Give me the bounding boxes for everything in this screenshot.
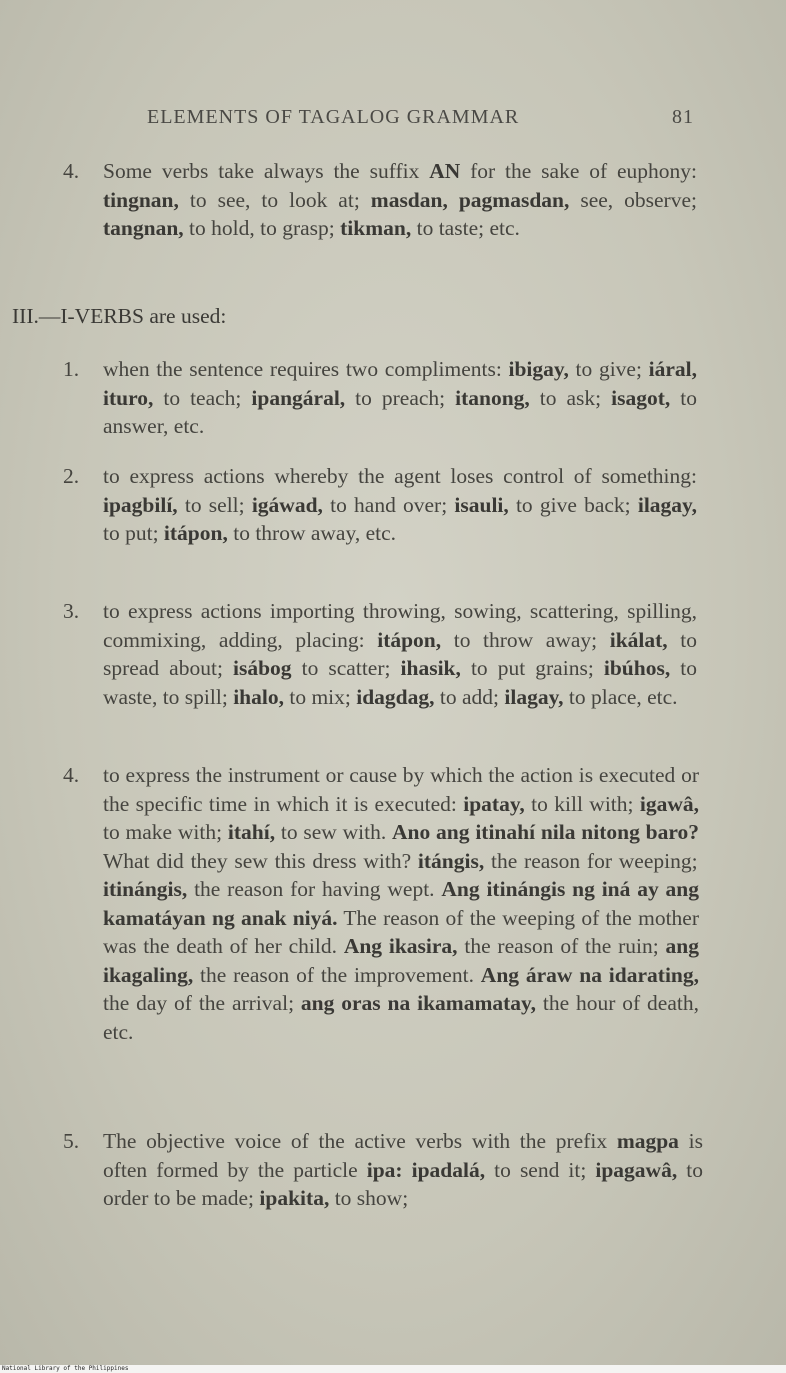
bold-term: igawâ, <box>639 791 699 816</box>
paragraph-text <box>103 763 699 1044</box>
text-run: the hour of death, etc. <box>103 991 699 1044</box>
page-number: 81 <box>672 106 694 128</box>
text-run: to sew with. <box>275 820 393 844</box>
bold-term: ibigay, <box>508 357 569 381</box>
text-run: to add; <box>434 684 505 709</box>
text-run: to ask; <box>529 385 612 410</box>
bold-term: tingnan, <box>103 187 179 212</box>
bold-term: tangnan, <box>103 216 184 240</box>
text-run: The reason of the weeping of the mother was the death of her child. <box>103 905 699 958</box>
item-marker: 4. <box>63 159 80 183</box>
paragraph-text <box>103 159 697 240</box>
text-run: the reason of the improvement. <box>193 962 481 987</box>
bold-term: itápon, <box>377 627 442 652</box>
text-run: to hand over; <box>322 492 455 517</box>
bold-term: ilagay, <box>637 492 697 517</box>
bold-term: ipangáral, <box>251 385 346 410</box>
text-run: What did they sew this dress with? <box>103 848 418 873</box>
text-run: to give back; <box>508 492 638 517</box>
text-run: to put; <box>103 521 164 545</box>
text-run: to scatter; <box>291 656 401 680</box>
text-run: to put grains; <box>460 656 604 680</box>
text-run: the day of the arrival; <box>103 991 301 1015</box>
paragraph-item-5 <box>63 1127 703 1213</box>
bold-term: ipadalá, <box>411 1157 486 1182</box>
text-run: The objective voice of the active verbs with the prefix <box>103 1129 617 1153</box>
bold-term: ikálat, <box>609 627 668 652</box>
paragraph-item-4-euphony <box>63 157 698 243</box>
text-run: for the sake of euphony: <box>460 159 698 183</box>
text-run: to answer, etc. <box>103 385 697 438</box>
section-heading: III.—I-VERBS are used: <box>12 304 227 328</box>
text-run: to show; <box>329 1186 409 1210</box>
bold-term: ibúhos, <box>603 656 671 680</box>
text-run: to sell; <box>177 492 252 517</box>
bold-term: itápon, <box>163 521 228 545</box>
text-run: Some verbs take always the suffix <box>103 159 430 183</box>
text-run: to express the instrument or cause by which the action is executed or the specific time in which it is executed: <box>103 763 699 816</box>
bold-term: itanong, <box>455 385 530 410</box>
bold-term: masdan, pagmasdan, <box>370 187 570 212</box>
bold-term: itángis, <box>417 848 485 873</box>
bold-term: tikman, <box>340 216 412 240</box>
text-run: is often formed by the particle <box>103 1129 703 1182</box>
text-run: to teach; <box>153 385 252 410</box>
bold-term: isábog <box>232 656 292 680</box>
text-run: to order to be made; <box>103 1157 703 1210</box>
text-run: to see, to look at; <box>178 187 371 212</box>
paragraph-item-1 <box>63 355 697 441</box>
text-run <box>403 1158 412 1182</box>
paragraph-text <box>103 1129 703 1210</box>
paragraph-item-2 <box>63 462 697 548</box>
bold-term: iáral, ituro, <box>103 357 697 410</box>
running-header <box>0 106 786 132</box>
library-footer: National Library of the Philippines <box>0 1365 786 1373</box>
item-marker: 3. <box>63 599 80 623</box>
text-run: to express actions whereby the agent loses control of something: <box>103 464 697 488</box>
item-marker: 1. <box>63 357 80 381</box>
text-run: to place, etc. <box>563 684 678 709</box>
text-run: to give; <box>568 357 649 381</box>
bold-term: ipatay, <box>463 791 525 816</box>
bold-term: ipagawâ, <box>595 1157 678 1182</box>
bold-term: idagdag, <box>356 684 435 709</box>
bold-term: Ang ikasira, <box>343 934 458 958</box>
bold-term: ang oras na ikamamatay, <box>300 991 536 1015</box>
item-marker: 5. <box>63 1129 80 1153</box>
bold-term: isagot, <box>611 385 671 410</box>
bold-term: ilagay, <box>504 684 564 709</box>
bold-term: ipagbilí, <box>103 492 178 517</box>
text-run: to throw away, etc. <box>227 521 397 545</box>
item-marker: 2. <box>63 464 80 488</box>
text-run: to spread about; <box>103 627 697 680</box>
text-run: to make with; <box>103 820 228 844</box>
bold-term: isauli, <box>454 492 509 517</box>
text-run: to taste; etc. <box>411 216 520 240</box>
text-run: to mix; <box>283 684 357 709</box>
text-run: to preach; <box>345 385 456 410</box>
paragraph-item-3 <box>63 597 697 711</box>
bold-term: Ano ang itinahí nila nitong baro? <box>392 820 700 844</box>
bold-term: ihalo, <box>233 684 284 709</box>
text-run: to throw away; <box>441 627 610 652</box>
bold-term: Ang itinángis ng iná ay ang kamatáyan ng anak niyá. <box>103 877 699 930</box>
bold-term: itahí, <box>227 820 276 844</box>
bold-term: ang ikagaling, <box>103 934 699 987</box>
bold-term: itinángis, <box>103 877 188 901</box>
text-run: to send it; <box>485 1157 596 1182</box>
text-run: to kill with; <box>524 791 640 816</box>
bold-term: ipakita, <box>259 1186 330 1210</box>
bold-term: Ang áraw na idarating, <box>480 962 699 987</box>
text-run: when the sentence requires two compliments: <box>103 357 509 381</box>
paragraph-text <box>103 464 697 545</box>
bold-term: AN <box>429 159 461 183</box>
text-run: to express actions importing throwing, sowing, scattering, spilling, commixing, adding, placing: <box>103 599 697 652</box>
text-run: the reason of the ruin; <box>457 934 666 958</box>
text-run: see, observe; <box>569 187 697 212</box>
text-run: to waste, to spill; <box>103 656 697 709</box>
paragraph-item-4-instrument <box>63 761 700 1046</box>
bold-term: ihasik, <box>400 656 461 680</box>
bold-term: magpa <box>616 1129 679 1153</box>
item-marker: 4. <box>63 763 80 787</box>
bold-term: igáwad, <box>251 492 323 517</box>
paragraph-text <box>103 599 697 709</box>
header-title: ELEMENTS OF TAGALOG GRAMMAR <box>147 106 520 128</box>
bold-term: ipa: <box>366 1157 403 1182</box>
text-run: to hold, to grasp; <box>183 216 341 240</box>
paragraph-text <box>103 357 697 438</box>
text-run: the reason for weeping; <box>484 848 698 873</box>
text-run: the reason for having wept. <box>187 877 442 901</box>
